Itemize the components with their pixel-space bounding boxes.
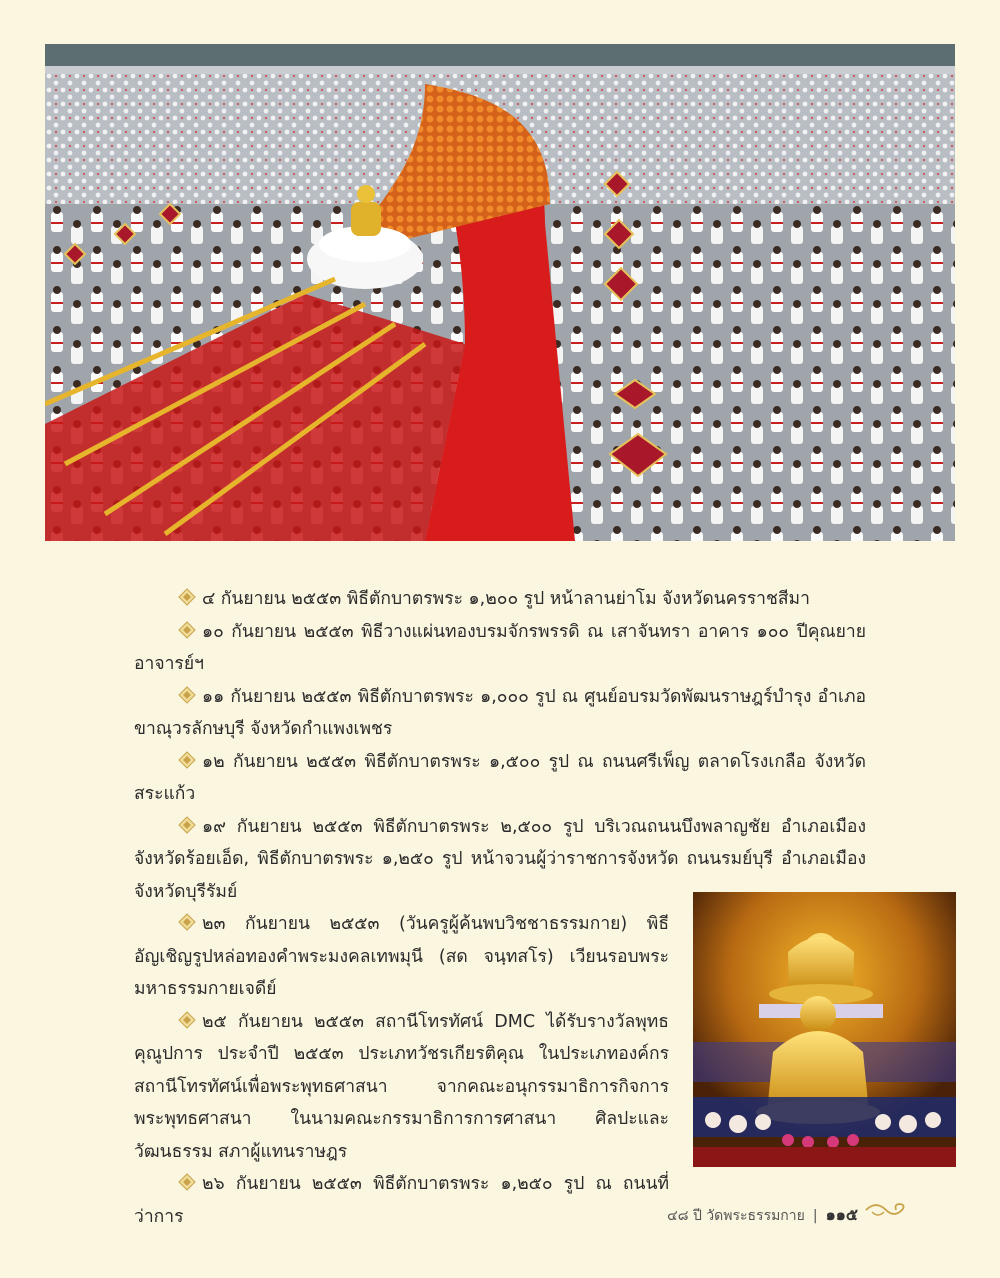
- diamond-bullet-icon: [178, 816, 196, 834]
- list-item: ๒๖ กันยายน ๒๕๕๓ พิธีตักบาตรพระ ๑,๒๕๐ รูป ณ ถนนที่ว่าการ: [134, 1174, 669, 1227]
- list-item: ๒๕ กันยายน ๒๕๕๓ สถานีโทรทัศน์ DMC ได้รับรางวัลพุทธคุณูปการ ประจำปี ๒๕๕๓ ประเภทวัชรเกียรติคุณ ในประเภทองค์กรสถานีโทรทัศน์เพื่อพระพุทธศาสนา จากคณะอนุกรรมาธิการกิจการพระพุทธศาสนา ในนามคณะกรรมาธิการการศาสนา ศิลปะและวัฒนธรรม สภาผู้แทนราษฎร: [134, 1011, 669, 1162]
- book-title: ๔๘ ปี วัดพระธรรมกาย: [667, 1207, 805, 1224]
- diamond-bullet-icon: [178, 1173, 196, 1191]
- list-item: ๑๑ กันยายน ๒๕๕๓ พิธีตักบาตรพระ ๑,๐๐๐ รูป ณ ศูนย์อบรมวัดพัฒนราษฎร์บำรุง อำเภอขาณุวรลักษบุรี จังหวัดกำแพงเพชร: [134, 686, 866, 739]
- list-item: ๒๓ กันยายน ๒๕๕๓ (วันครูผู้ค้นพบวิชชาธรรมกาย) พิธีอัญเชิญรูปหล่อทองคำพระมงคลเทพมุนี (สด จนฺทสโร) เวียนรอบพระมหาธรรมกายเจดีย์: [134, 914, 669, 999]
- flourish-ornament-icon: [864, 1200, 910, 1220]
- diamond-bullet-icon: [178, 1011, 196, 1029]
- list-item: ๑๒ กันยายน ๒๕๕๓ พิธีตักบาตรพระ ๑,๕๐๐ รูป ณ ถนนศรีเพ็ญ ตลาดโรงเกลือ จังหวัดสระแก้ว: [134, 751, 866, 804]
- page-number: ๑๑๕: [825, 1205, 858, 1224]
- diamond-bullet-icon: [178, 686, 196, 704]
- golden-statue-photo: [693, 892, 956, 1167]
- list-item: ๔ กันยายน ๒๕๕๓ พิธีตักบาตรพระ ๑,๒๐๐ รูป หน้าลานย่าโม จังหวัดนครราชสีมา: [134, 583, 866, 616]
- page-footer: [667, 1203, 858, 1228]
- diamond-bullet-icon: [178, 621, 196, 639]
- ceremony-photo: [45, 44, 955, 541]
- diamond-bullet-icon: [178, 588, 196, 606]
- list-item: ๑๙ กันยายน ๒๕๕๓ พิธีตักบาตรพระ ๒,๕๐๐ รูป บริเวณถนนบึงพลาญชัย อำเภอเมืองจังหวัดร้อยเอ็ด, พิธีตักบาตรพระ ๑,๒๕๐ รูป หน้าจวนผู้ว่าราชการจังหวัด ถนนรมย์บุรี อำเภอเมืองจังหวัดบุรีรัมย์: [134, 816, 866, 902]
- diamond-bullet-icon: [178, 751, 196, 769]
- diamond-bullet-icon: [178, 913, 196, 931]
- list-item: ๑๐ กันยายน ๒๕๕๓ พิธีวางแผ่นทองบรมจักรพรรดิ ณ เสาจันทรา อาคาร ๑๐๐ ปีคุณยายอาจารย์ฯ: [134, 621, 866, 674]
- footer-separator: |: [812, 1207, 818, 1224]
